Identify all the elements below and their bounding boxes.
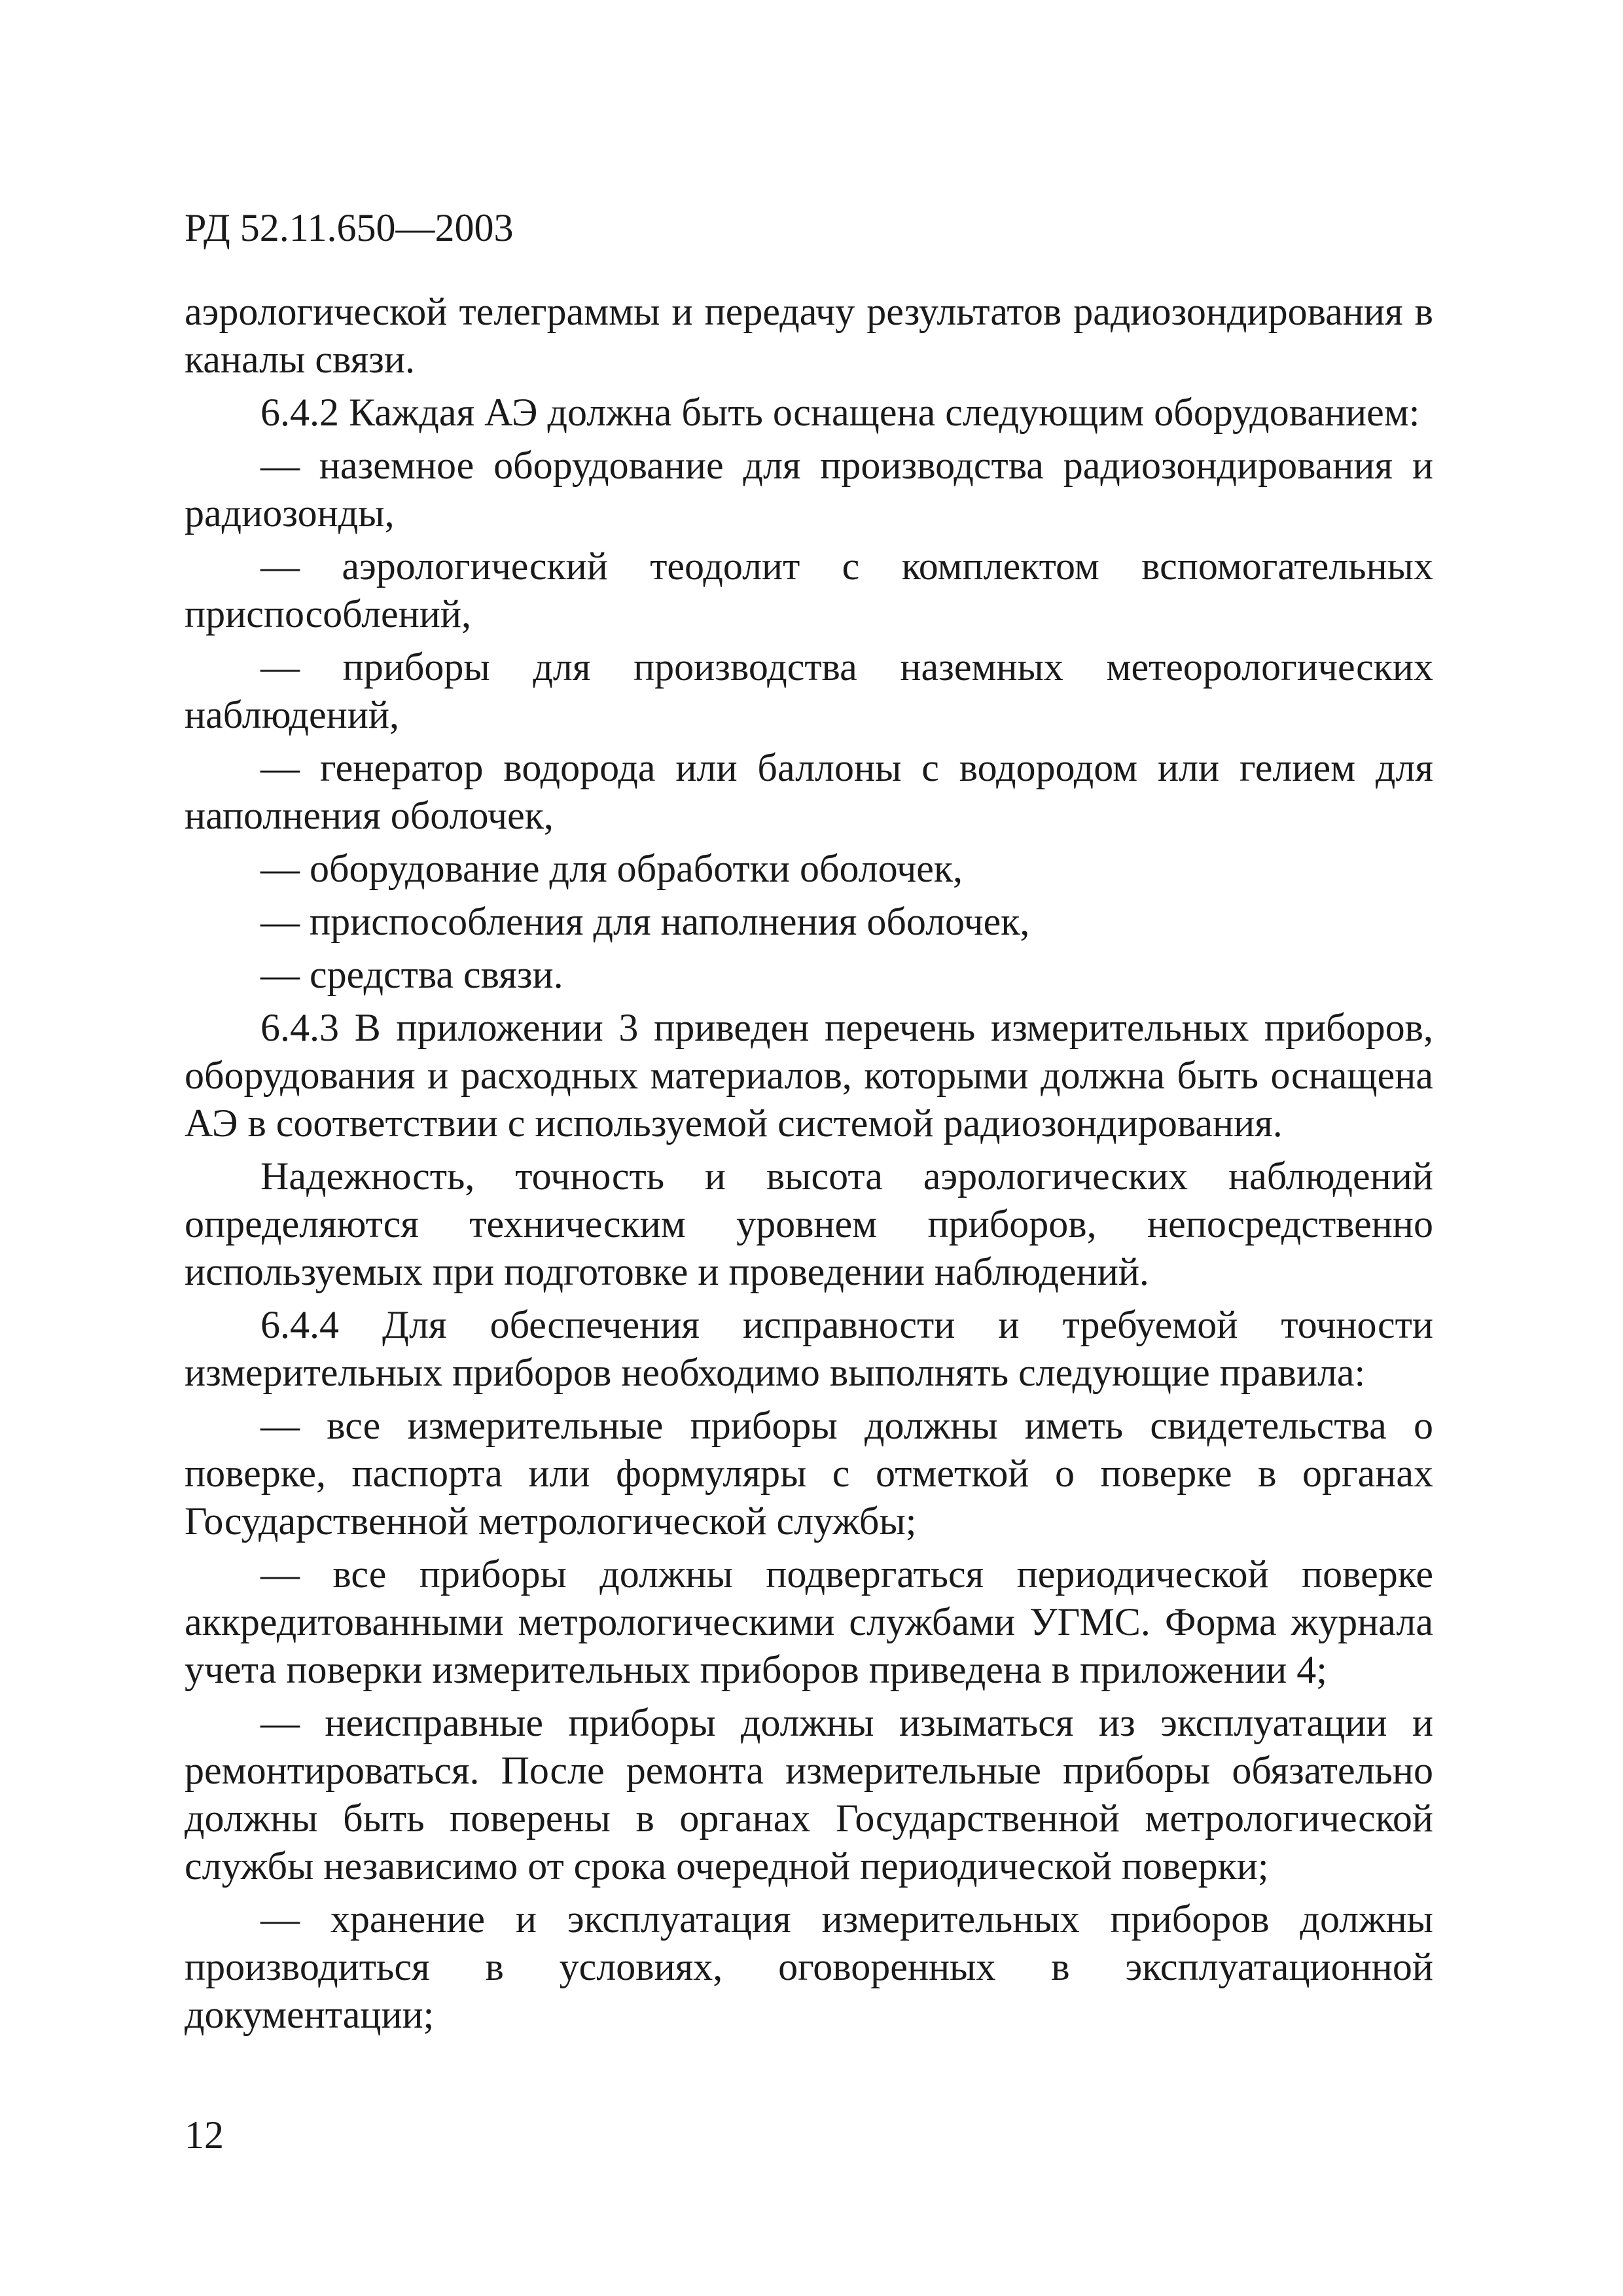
- paragraph-continuation: аэрологической телеграммы и передачу результатов радиозондирования в каналы связи.: [185, 290, 1433, 381]
- list-item-balloon-processing: — оборудование для обработки оболочек,: [260, 847, 963, 890]
- list-item-hydrogen-generator: — генератор водорода или баллоны с водородом или гелием для наполнения оболочек,: [185, 746, 1433, 837]
- paragraph-reliability: Надежность, точность и высота аэрологических наблюдений определяются техническим уровнем приборов, непосредственно используемых при подготовке и проведении наблюдений.: [185, 1155, 1433, 1293]
- list-item-balloon-filling: — приспособления для наполнения оболочек,: [260, 900, 1030, 943]
- rule-item-periodic-verification: — все приборы должны подвергаться периодической поверке аккредитованными метрологическими службами УГМС. Форма журнала учета поверки измерительных приборов приведена в приложении 4;: [185, 1552, 1433, 1691]
- page-number: 12: [185, 2113, 224, 2157]
- paragraph-6-4-4: 6.4.4 Для обеспечения исправности и требуемой точности измерительных приборов необходимо выполнять следующие правила:: [185, 1303, 1433, 1394]
- list-item-theodolite: — аэрологический теодолит с комплектом вспомогательных приспособлений,: [185, 545, 1433, 636]
- paragraph-6-4-3: 6.4.3 В приложении 3 приведен перечень измерительных приборов, оборудования и расходных материалов, которыми должна быть оснащена АЭ в соответствии с используемой системой радиозондирования.: [185, 1006, 1433, 1145]
- list-item-meteo-instruments: — приборы для производства наземных метеорологических наблюдений,: [185, 645, 1433, 736]
- paragraph-6-4-2: 6.4.2 Каждая АЭ должна быть оснащена следующим оборудованием:: [260, 391, 1420, 434]
- rule-item-repair: — неисправные приборы должны изыматься из эксплуатации и ремонтироваться. После ремонта измерительные приборы обязательно должны быть поверены в органах Государственной метрологической службы независимо от срока очередной периодической поверки;: [185, 1701, 1433, 1888]
- rule-item-certificates: — все измерительные приборы должны иметь свидетельства о поверке, паспорта или формуляры с отметкой о поверке в органах Государственной метрологической службы;: [185, 1404, 1433, 1543]
- rule-item-storage: — хранение и эксплуатация измерительных приборов должны производиться в условиях, оговоренных в эксплуатационной документации;: [185, 1897, 1433, 2036]
- list-item-ground-equipment: — наземное оборудование для производства радиозондирования и радиозонды,: [185, 444, 1433, 535]
- list-item-communications: — средства связи.: [260, 953, 563, 996]
- page-body: [185, 288, 1433, 2039]
- document-id-header: РД 52.11.650—2003: [185, 206, 514, 249]
